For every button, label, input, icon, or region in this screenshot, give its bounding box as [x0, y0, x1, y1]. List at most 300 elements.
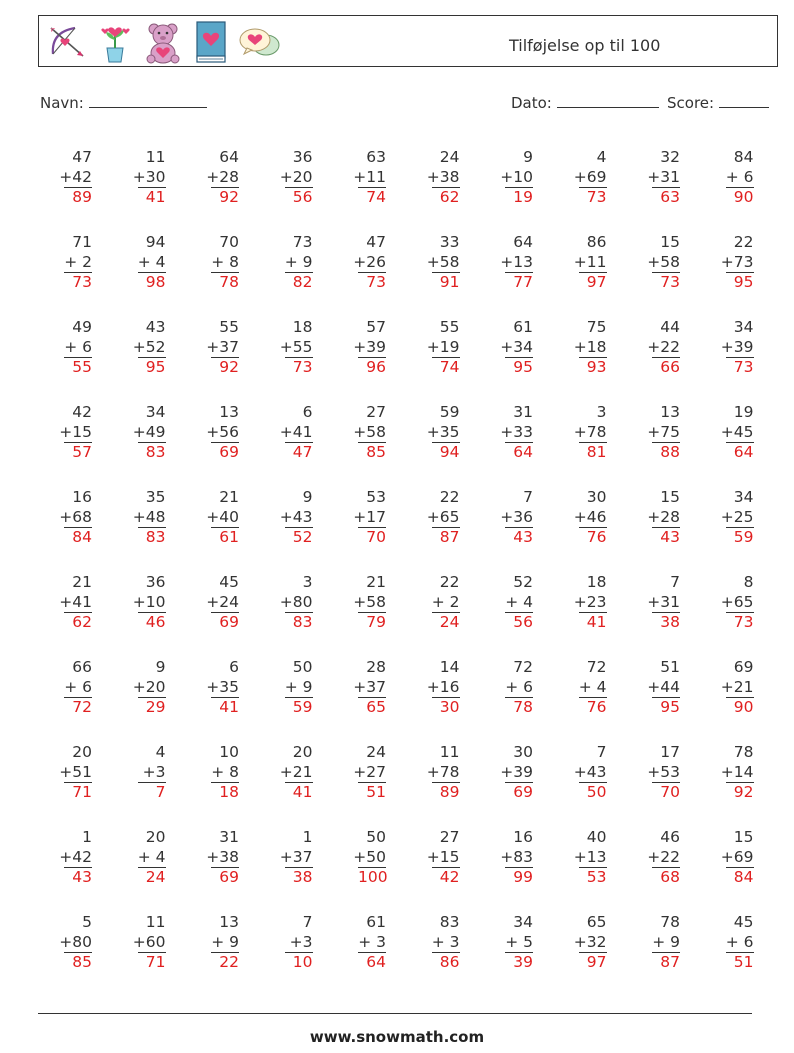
addition-problem [261, 743, 313, 802]
answer: 77 [505, 272, 533, 292]
addend-top: 20 [145, 828, 166, 846]
addend-bottom: +75 [647, 422, 680, 441]
answer: 90 [726, 697, 754, 717]
score-label: Score: [667, 94, 715, 112]
answer: 87 [432, 527, 460, 547]
addition-problem [334, 148, 386, 207]
answer: 81 [579, 442, 607, 462]
addend-top: 33 [439, 233, 460, 251]
addend-top: 8 [743, 573, 754, 591]
addend-bottom: +11 [573, 252, 607, 271]
addend-top: 83 [439, 913, 460, 931]
answer: 52 [285, 527, 313, 547]
answer: 83 [285, 612, 313, 632]
answer: 91 [432, 272, 460, 292]
score-field [667, 93, 769, 112]
addition-problem [481, 658, 533, 717]
answer: 68 [652, 867, 680, 887]
addition-problem [261, 913, 313, 972]
addend-top: 21 [219, 488, 239, 506]
addition-problem [187, 658, 239, 717]
addend-bottom: +10 [132, 592, 166, 611]
worksheet-title: Tilføjelse op til 100 [509, 36, 661, 55]
addend-bottom: +43 [573, 762, 607, 781]
addend-bottom: +13 [500, 252, 533, 271]
addend-bottom: + 8 [211, 762, 239, 781]
answer: 41 [211, 697, 239, 717]
addend-top: 27 [366, 403, 386, 421]
answer: 69 [211, 612, 239, 632]
addition-problem [187, 573, 239, 632]
addend-bottom: + 9 [652, 932, 680, 951]
answer: 63 [652, 187, 680, 207]
addend-top: 16 [72, 488, 92, 506]
addend-top: 5 [82, 913, 92, 931]
answer: 69 [211, 867, 239, 887]
addend-bottom: +15 [59, 422, 92, 441]
addend-top: 50 [292, 658, 313, 676]
answer: 22 [211, 952, 239, 972]
addend-bottom: +55 [279, 337, 313, 356]
addition-problem [261, 403, 313, 462]
addend-top: 14 [439, 658, 460, 676]
addition-problem [628, 743, 680, 802]
addend-top: 70 [219, 233, 239, 251]
addend-top: 75 [586, 318, 607, 336]
bow-arrow-icon [45, 20, 89, 64]
addend-top: 45 [733, 913, 754, 931]
header-box [38, 15, 778, 67]
answer: 61 [211, 527, 239, 547]
addend-bottom: +21 [720, 677, 754, 696]
addition-problem [702, 828, 754, 887]
addition-problem [261, 318, 313, 377]
addition-problem [702, 658, 754, 717]
addend-top: 20 [292, 743, 313, 761]
addition-problem [40, 318, 92, 377]
addend-top: 11 [439, 743, 460, 761]
addition-problem [261, 488, 313, 547]
addition-problem [702, 318, 754, 377]
addend-bottom: +48 [132, 507, 166, 526]
addition-problem [334, 233, 386, 292]
addend-top: 7 [523, 488, 533, 506]
addend-bottom: +39 [500, 762, 533, 781]
addend-bottom: +25 [720, 507, 754, 526]
answer: 73 [358, 272, 386, 292]
addition-problem [628, 828, 680, 887]
addition-problem [40, 743, 92, 802]
answer: 99 [505, 867, 533, 887]
addend-bottom: +21 [279, 762, 313, 781]
addend-bottom: +27 [353, 762, 386, 781]
answer: 69 [505, 782, 533, 802]
addition-problem [334, 488, 386, 547]
answer: 70 [652, 782, 680, 802]
addend-top: 28 [366, 658, 386, 676]
addend-top: 30 [586, 488, 607, 506]
addend-top: 43 [145, 318, 166, 336]
addend-top: 18 [292, 318, 313, 336]
addend-top: 6 [229, 658, 239, 676]
answer: 96 [358, 357, 386, 377]
addend-top: 69 [733, 658, 754, 676]
addend-bottom: + 3 [358, 932, 386, 951]
addend-bottom: +44 [647, 677, 680, 696]
addend-bottom: +26 [353, 252, 386, 271]
answer: 73 [579, 187, 607, 207]
addend-bottom: +37 [353, 677, 386, 696]
addition-problem [481, 488, 533, 547]
addition-problem [555, 148, 607, 207]
addition-problem [555, 488, 607, 547]
addition-problem [628, 488, 680, 547]
addition-problem [334, 743, 386, 802]
answer: 89 [64, 187, 92, 207]
addition-problem [40, 233, 92, 292]
answer: 51 [726, 952, 754, 972]
addend-bottom: + 4 [578, 677, 607, 696]
addend-bottom: + 6 [64, 677, 92, 696]
addend-bottom: +16 [426, 677, 460, 696]
addend-top: 45 [219, 573, 239, 591]
answer: 24 [138, 867, 166, 887]
addend-top: 65 [586, 913, 607, 931]
addend-top: 3 [596, 403, 607, 421]
addend-top: 52 [513, 573, 533, 591]
addend-bottom: +35 [206, 677, 239, 696]
addend-top: 61 [366, 913, 386, 931]
addend-bottom: +20 [132, 677, 166, 696]
footer-site: www.snowmath.com [309, 1028, 485, 1046]
addition-problem [555, 658, 607, 717]
addend-top: 13 [660, 403, 680, 421]
addition-problem [187, 913, 239, 972]
answer: 69 [211, 442, 239, 462]
answer: 87 [652, 952, 680, 972]
addend-bottom: +20 [279, 167, 313, 186]
addend-bottom: +33 [500, 422, 533, 441]
answer: 59 [285, 697, 313, 717]
addend-top: 15 [733, 828, 754, 846]
addend-top: 31 [219, 828, 239, 846]
addend-top: 22 [439, 573, 460, 591]
addend-bottom: +73 [720, 252, 754, 271]
addition-problem [408, 658, 460, 717]
addend-top: 9 [155, 658, 166, 676]
addend-top: 78 [733, 743, 754, 761]
addition-problem [40, 913, 92, 972]
addition-problem [481, 573, 533, 632]
addend-bottom: +41 [279, 422, 313, 441]
addition-problem [481, 318, 533, 377]
answer: 70 [358, 527, 386, 547]
addend-top: 10 [219, 743, 239, 761]
answer: 73 [64, 272, 92, 292]
addition-problem [334, 658, 386, 717]
answer: 41 [285, 782, 313, 802]
addend-bottom: +69 [573, 167, 607, 186]
answer: 88 [652, 442, 680, 462]
addend-bottom: +10 [500, 167, 533, 186]
answer: 43 [505, 527, 533, 547]
addend-bottom: +39 [353, 337, 386, 356]
addition-problem [555, 318, 607, 377]
answer: 97 [579, 272, 607, 292]
addend-top: 34 [513, 913, 533, 931]
addition-problem [481, 828, 533, 887]
addend-bottom: +28 [206, 167, 239, 186]
addition-problem [628, 318, 680, 377]
addition-problem [481, 743, 533, 802]
answer: 72 [64, 697, 92, 717]
addition-problem [114, 658, 166, 717]
addition-problem [702, 573, 754, 632]
addend-bottom: +80 [279, 592, 313, 611]
addend-top: 17 [660, 743, 680, 761]
answer: 51 [358, 782, 386, 802]
answer: 73 [652, 272, 680, 292]
answer: 41 [579, 612, 607, 632]
addend-top: 19 [733, 403, 754, 421]
addition-problem [187, 743, 239, 802]
addend-bottom: +42 [59, 167, 92, 186]
addition-problem [114, 488, 166, 547]
addend-bottom: + 4 [505, 592, 533, 611]
addend-bottom: +58 [647, 252, 680, 271]
addition-problem [187, 488, 239, 547]
answer: 98 [138, 272, 166, 292]
addition-problem [334, 403, 386, 462]
addition-problem [555, 573, 607, 632]
addend-top: 55 [439, 318, 460, 336]
addition-problem [40, 148, 92, 207]
addend-top: 7 [302, 913, 313, 931]
score-line [719, 93, 769, 108]
addition-problem [628, 148, 680, 207]
name-line [89, 93, 207, 108]
addition-problem [408, 233, 460, 292]
answer: 85 [358, 442, 386, 462]
addend-bottom: +19 [426, 337, 460, 356]
addend-bottom: +18 [573, 337, 607, 356]
addend-top: 49 [72, 318, 92, 336]
addend-top: 63 [366, 148, 386, 166]
addend-bottom: +53 [647, 762, 680, 781]
addition-problem [40, 573, 92, 632]
addend-top: 40 [586, 828, 607, 846]
name-label: Navn: [40, 94, 84, 112]
answer: 94 [432, 442, 460, 462]
addend-bottom: +22 [647, 847, 680, 866]
addition-problem [481, 913, 533, 972]
addend-bottom: + 6 [64, 337, 92, 356]
addend-top: 9 [302, 488, 313, 506]
addend-top: 6 [302, 403, 313, 421]
addend-bottom: +38 [426, 167, 460, 186]
answer: 79 [358, 612, 386, 632]
answer: 95 [505, 357, 533, 377]
answer: 64 [726, 442, 754, 462]
answer: 92 [211, 357, 239, 377]
answer: 97 [579, 952, 607, 972]
addend-bottom: +37 [279, 847, 313, 866]
addition-problem [187, 828, 239, 887]
addend-bottom: +22 [647, 337, 680, 356]
addition-problem [114, 403, 166, 462]
addend-bottom: +23 [573, 592, 607, 611]
answer: 100 [358, 868, 388, 886]
addend-bottom: +45 [720, 422, 754, 441]
addend-bottom: +60 [132, 932, 166, 951]
addend-bottom: +65 [426, 507, 460, 526]
addend-top: 34 [145, 403, 166, 421]
addend-bottom: +28 [647, 507, 680, 526]
addend-top: 61 [513, 318, 533, 336]
answer: 38 [285, 867, 313, 887]
addition-problem [408, 488, 460, 547]
addend-top: 50 [366, 828, 386, 846]
addition-problem [408, 743, 460, 802]
addend-top: 4 [596, 148, 607, 166]
addend-bottom: + 6 [505, 677, 533, 696]
answer: 46 [138, 612, 166, 632]
addition-problem [334, 828, 386, 887]
addend-top: 59 [439, 403, 460, 421]
addition-problem [555, 743, 607, 802]
addition-problem [408, 403, 460, 462]
addition-problem [261, 658, 313, 717]
answer: 86 [432, 952, 460, 972]
addend-bottom: +17 [353, 507, 386, 526]
addition-problem [334, 913, 386, 972]
addend-top: 27 [439, 828, 460, 846]
addend-top: 86 [586, 233, 607, 251]
addition-problem [481, 148, 533, 207]
addend-bottom: +31 [647, 592, 680, 611]
addition-problem [628, 913, 680, 972]
addend-top: 13 [219, 403, 239, 421]
answer: 90 [726, 187, 754, 207]
addend-bottom: + 2 [431, 592, 460, 611]
addend-bottom: +31 [647, 167, 680, 186]
answer: 41 [138, 187, 166, 207]
addend-bottom: +58 [353, 592, 386, 611]
addition-problem [628, 403, 680, 462]
addend-top: 15 [660, 488, 680, 506]
addend-top: 34 [733, 318, 754, 336]
answer: 92 [211, 187, 239, 207]
answer: 95 [138, 357, 166, 377]
addend-bottom: +32 [573, 932, 607, 951]
addend-bottom: +80 [59, 932, 92, 951]
addition-problem [481, 233, 533, 292]
addend-top: 78 [660, 913, 680, 931]
addition-problem [187, 318, 239, 377]
answer: 42 [432, 867, 460, 887]
addend-top: 13 [219, 913, 239, 931]
addition-problem [40, 658, 92, 717]
addend-bottom: + 9 [284, 677, 313, 696]
addend-bottom: + 3 [431, 932, 460, 951]
addend-bottom: +58 [353, 422, 386, 441]
addition-problem [628, 233, 680, 292]
addend-bottom: + 4 [137, 252, 166, 271]
addend-bottom: +24 [206, 592, 239, 611]
answer: 47 [285, 442, 313, 462]
addition-problem [408, 318, 460, 377]
addend-bottom: +36 [500, 507, 533, 526]
addend-top: 1 [302, 828, 313, 846]
addend-top: 53 [366, 488, 386, 506]
addend-top: 51 [660, 658, 680, 676]
addition-problem [481, 403, 533, 462]
answer: 56 [285, 187, 313, 207]
addition-problem [702, 403, 754, 462]
addend-bottom: +52 [132, 337, 166, 356]
answer: 59 [726, 527, 754, 547]
addend-bottom: + 6 [725, 932, 754, 951]
addend-top: 36 [292, 148, 313, 166]
addition-problem [187, 403, 239, 462]
addend-bottom: +43 [279, 507, 313, 526]
addition-problem [555, 828, 607, 887]
addend-top: 22 [733, 233, 754, 251]
answer: 82 [285, 272, 313, 292]
answer: 74 [358, 187, 386, 207]
answer: 71 [138, 952, 166, 972]
addition-problem [114, 233, 166, 292]
addend-top: 84 [733, 148, 754, 166]
footer-divider [38, 1013, 752, 1014]
answer: 66 [652, 357, 680, 377]
answer: 18 [211, 782, 239, 802]
answer: 62 [64, 612, 92, 632]
addition-problem [40, 403, 92, 462]
addend-top: 15 [660, 233, 680, 251]
addend-bottom: +49 [132, 422, 166, 441]
addend-top: 35 [145, 488, 166, 506]
addend-bottom: + 9 [211, 932, 239, 951]
answer: 7 [138, 782, 166, 802]
addend-top: 71 [72, 233, 92, 251]
addition-problem [555, 913, 607, 972]
addition-problem [408, 573, 460, 632]
addend-top: 16 [513, 828, 533, 846]
addend-top: 20 [72, 743, 92, 761]
addition-problem [261, 828, 313, 887]
answer: 50 [579, 782, 607, 802]
answer: 43 [64, 867, 92, 887]
addend-top: 36 [145, 573, 166, 591]
addend-top: 72 [586, 658, 607, 676]
header-icons [45, 19, 281, 65]
answer: 64 [358, 952, 386, 972]
answer: 95 [652, 697, 680, 717]
addition-problem [261, 233, 313, 292]
addend-bottom: +30 [132, 167, 166, 186]
addend-bottom: +78 [573, 422, 607, 441]
answer: 55 [64, 357, 92, 377]
addition-problem [702, 913, 754, 972]
addend-bottom: +41 [59, 592, 92, 611]
addend-bottom: +3 [289, 932, 313, 951]
addition-problem [114, 743, 166, 802]
addend-bottom: +83 [500, 847, 533, 866]
addend-bottom: +40 [206, 507, 239, 526]
addend-top: 24 [439, 148, 460, 166]
answer: 71 [64, 782, 92, 802]
